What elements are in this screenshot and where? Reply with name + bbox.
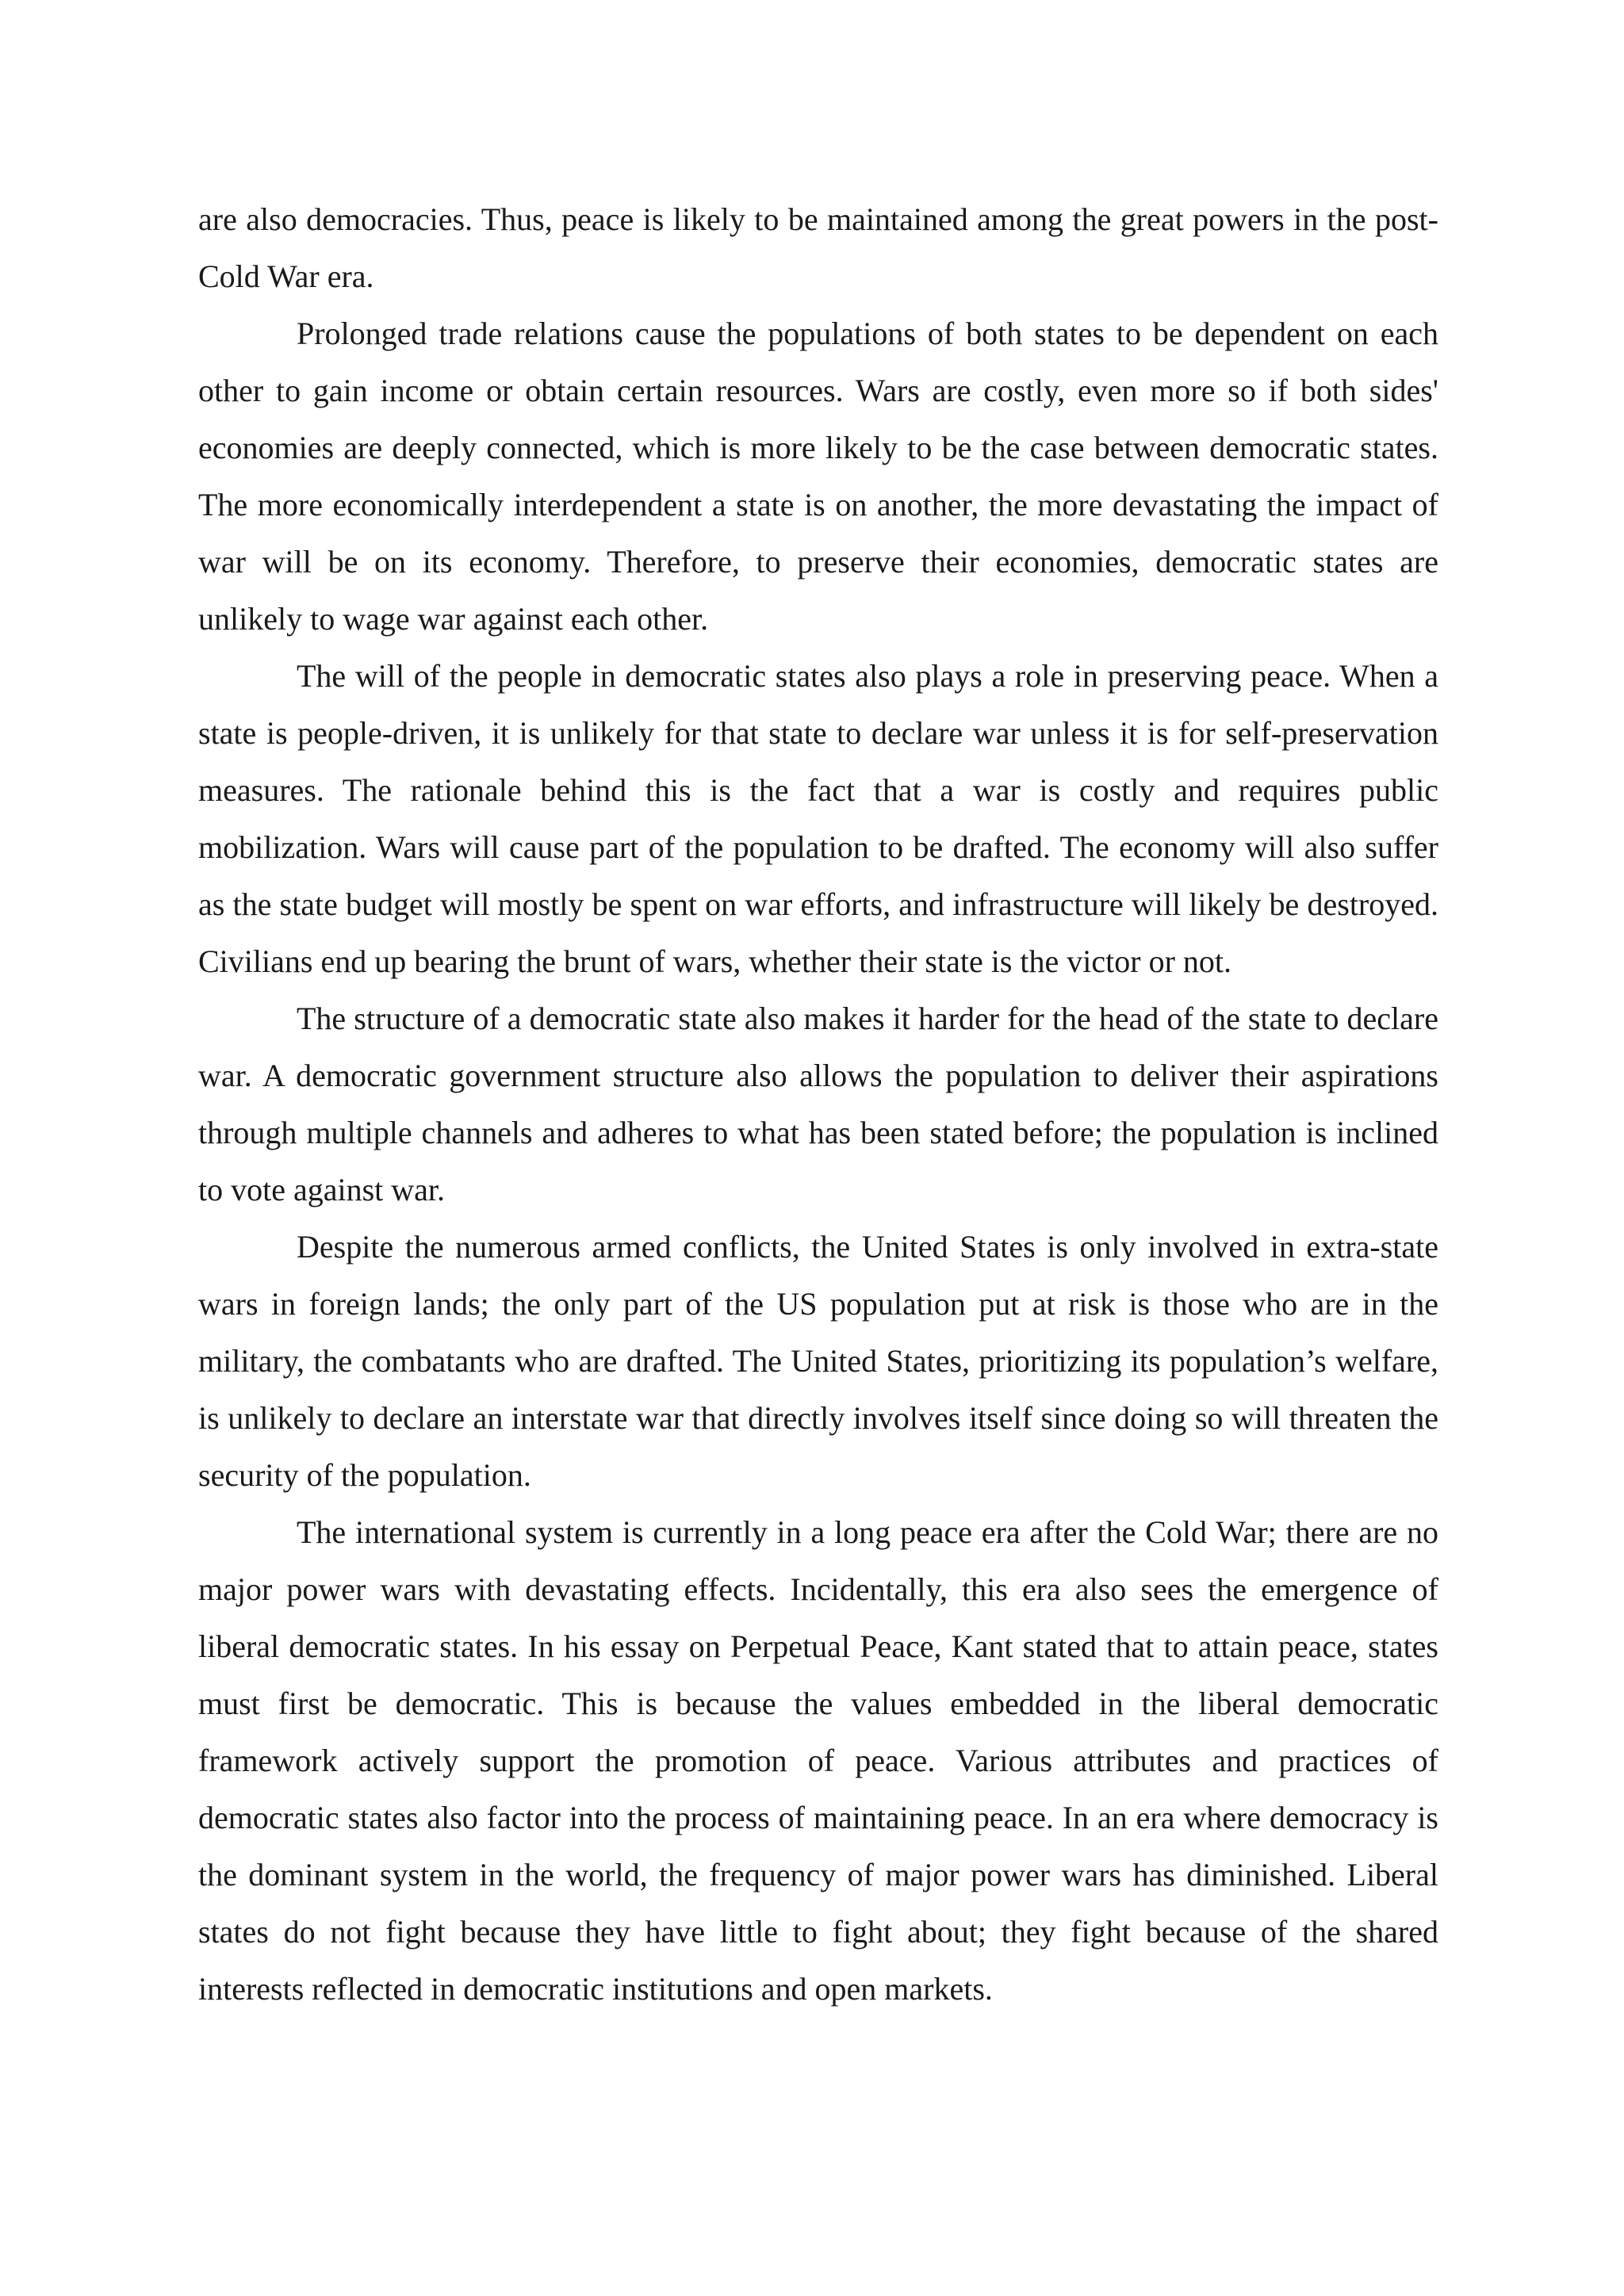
paragraph-united-states: Despite the numerous armed conflicts, the United States is only involved in extra-state wars in foreign lands; the only part of the US population put at risk is those who are in the military, the combatants who are drafted. The United States, prioritizing its population’s welfare, is unlikely to declare an interstate war that directly involves itself since doing so will threaten the security of the population. — [198, 1229, 1438, 1493]
paragraph-democratic-structure: The structure of a democratic state also makes it harder for the head of the state to declare war. A democratic government structure also allows the population to deliver their aspirations through multiple channels and adheres to what has been stated before; the population is inclined to vote against war. — [198, 1001, 1438, 1207]
paragraph-trade-relations: Prolonged trade relations cause the populations of both states to be dependent on each other to gain income or obtain certain resources. Wars are costly, even more so if both sides' economies are deeply connected, which is more likely to be the case between democratic states. The more economically interdependent a state is on another, the more devastating the impact of war will be on its economy. Therefore, to preserve their economies, democratic states are unlikely to wage war against each other. — [198, 316, 1438, 637]
body-text — [198, 191, 1438, 2018]
paragraph-long-peace: The international system is currently in a long peace era after the Cold War; there are no major power wars with devastating effects. Incidentally, this era also sees the emergence of liberal democratic states. In his essay on Perpetual Peace, Kant stated that to attain peace, states must first be democratic. This is because the values embedded in the liberal democratic framework actively support the promotion of peace. Various attributes and practices of democratic states also factor into the process of maintaining peace. In an era where democracy is the dominant system in the world, the frequency of major power wars has diminished. Liberal states do not fight because they have little to fight about; they fight because of the shared interests reflected in democratic institutions and open markets. — [198, 1514, 1438, 2007]
paragraph-continuation: are also democracies. Thus, peace is likely to be maintained among the great powers in the post-Cold War era. — [198, 201, 1438, 294]
paragraph-will-of-people: The will of the people in democratic states also plays a role in preserving peace. When a state is people-driven, it is unlikely for that state to declare war unless it is for self-preservation measures. The rationale behind this is the fact that a war is costly and requires public mobilization. Wars will cause part of the population to be drafted. The economy will also suffer as the state budget will mostly be spent on war efforts, and infrastructure will likely be destroyed. Civilians end up bearing the brunt of wars, whether their state is the victor or not. — [198, 658, 1438, 979]
